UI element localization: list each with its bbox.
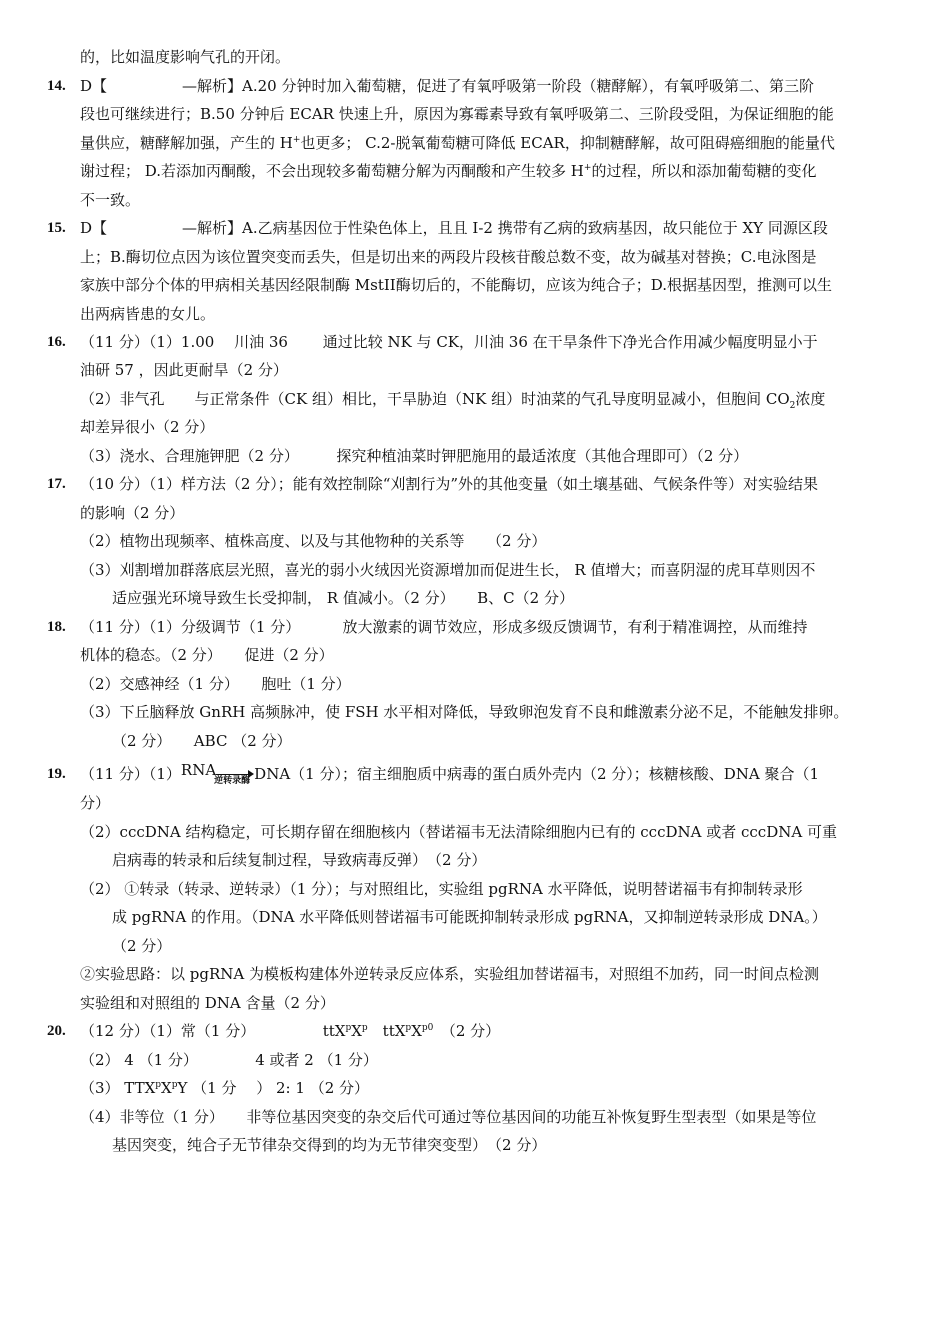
question-number: 20.: [47, 1023, 66, 1039]
line-text: （10 分）（1）样方法（2 分）；能有效控制除“刈割行为”外的其他变量（如土壤基础、气候条件等）对实验结果: [80, 475, 819, 493]
question-number: 17.: [47, 476, 66, 492]
line-text: 分）: [80, 794, 111, 812]
superscript: +: [292, 135, 301, 145]
line-text: （3）刈割增加群落底层光照，喜光的弱小火绒因光资源增加而促进生长， R 值增大；而喜阴湿的虎耳草则因不: [80, 561, 816, 579]
line-text: 量供应，糖酵解加强，产生的 H+也更多； C.2-脱氧葡萄糖可降低 ECAR，抑制糖酵解，故可阻碍癌细胞的能量代: [80, 134, 835, 152]
line-text: （4）非等位（1 分） 非等位基因突变的杂交后代可通过等位基因间的功能互补恢复野生型表型（如果是等位: [80, 1108, 817, 1126]
line-text: （2） ①转录（转录、逆转录）（1 分）；与对照组比，实验组 pgRNA 水平降低，说明替诺福韦有抑制转录形: [80, 880, 803, 898]
line-text: （3） $TTX^pX^pY$ （1 分 ） 2: 1 （2 分）: [80, 1079, 370, 1097]
line-text: 段也可继续进行；B.50 分钟后 ECAR 快速上升，原因为寡霉素导致有氧呼吸第二、三阶段受阻，为保证细胞的能: [80, 105, 834, 123]
line-text: D【 —解析】A.乙病基因位于性染色体上，且且 I-2 携带有乙病的致病基因，故只能位于 XY 同源区段: [80, 219, 828, 237]
superscript: +: [583, 163, 592, 173]
question-number: 15.: [47, 220, 66, 236]
subscript: 2: [789, 401, 796, 411]
line-text: ②实验思路：以 pgRNA 为模板构建体外逆转录反应体系，实验组加替诺福韦，对照组不加药，同一时间点检测: [80, 965, 819, 983]
line-text: 适应强光环境导致生长受抑制， R 值减小。（2 分） B、C（2 分）: [112, 589, 574, 607]
question-number: 14.: [47, 78, 66, 94]
line-text: 油研 57 ，因此更耐旱（2 分）: [80, 361, 288, 379]
line-text: （2）植物出现频率、植株高度、以及与其他物种的关系等 （2 分）: [80, 532, 547, 550]
line-text: （3）浇水、合理施钾肥（2 分） 探究种植油菜时钾肥施用的最适浓度（其他合理即可）（2 分）: [80, 447, 749, 465]
line-text: 成 pgRNA 的作用。（DNA 水平降低则替诺福韦可能既抑制转录形成 pgRNA，又抑制逆转录形成 DNA。）: [112, 908, 827, 926]
line-text: 实验组和对照组的 DNA 含量（2 分）: [80, 994, 335, 1012]
line-text: 的，比如温度影响气孔的开闭。: [80, 48, 291, 66]
line-text: 却差异很小（2 分）: [80, 418, 215, 436]
line-text: 上；B.酶切位点因为该位置突变而丢失，但是切出来的两段片段核苷酸总数不变，故为碱基对替换；C.电泳图是: [80, 248, 817, 266]
line-text: （2）非气孔 与正常条件（CK 组）相比，干旱胁迫（NK 组）时油菜的气孔导度明显减小，但胞间 $CO_2$浓度: [80, 390, 826, 411]
arrow-label: 逆转录酶: [214, 776, 251, 786]
reaction-arrow-icon: [216, 764, 254, 784]
line-text: 的影响（2 分）: [80, 504, 185, 522]
line-text: 谢过程； D.若添加丙酮酸，不会出现较多葡萄糖分解为丙酮酸和产生较多 H+的过程，所以和添加葡萄糖的变化: [80, 162, 817, 180]
question-number: 19.: [47, 766, 66, 782]
line-text: 家族中部分个体的甲病相关基因经限制酶 MstII酶切后的，不能酶切，应该为纯合子；D.根据基因型，推测可以生: [80, 276, 832, 294]
rna-label: RNA: [180, 761, 217, 779]
question-number: 16.: [47, 334, 66, 350]
line-text: 不一致。: [80, 191, 141, 209]
line-text: （2）cccDNA 结构稳定，可长期存留在细胞核内（替诺福韦无法清除细胞内已有的 cccDNA 或者 cccDNA 可重: [80, 823, 837, 841]
line-text: 出两病皆患的女儿。: [80, 305, 216, 323]
line-text: （2 分）: [112, 937, 172, 955]
line-text: D【 —解析】A.20 分钟时加入葡萄糖，促进了有氧呼吸第一阶段（糖酵解），有氧呼吸第二、第三阶: [80, 77, 814, 95]
line-text: （11 分）（1）分级调节（1 分） 放大激素的调节效应，形成多级反馈调节，有利于精准调控，从而维持: [80, 618, 808, 636]
line-text: 机体的稳态。（2 分） 促进（2 分）: [80, 646, 334, 664]
line-text: 基因突变，纯合子无节律杂交得到的均为无节律突变型） （2 分）: [112, 1136, 547, 1154]
question-number: 18.: [47, 619, 66, 635]
line-text: （3）下丘脑释放 GnRH 高频脉冲，使 FSH 水平相对降低，导致卵泡发育不良和雌激素分泌不足，不能触发排卵。: [80, 703, 849, 721]
line-text: （12 分）（1）常（1 分） $ttX^pX^p$ $ttX^pX^{p0}$ （2 分）: [80, 1022, 501, 1040]
line-text: （2 分） ABC （2 分）: [112, 732, 292, 750]
line-text: （11 分）（1）1.00 川油 36 通过比较 NK 与 CK，川油 36 在干旱条件下净光合作用减少幅度明显小于: [80, 333, 818, 351]
line-text: （11 分）（1）RNA 逆转录酶 DNA（1 分）；宿主细胞质中病毒的蛋白质外壳内（2 分）；核糖核酸、DNA 聚合（1: [80, 761, 820, 786]
line-text: （2）交感神经（1 分） 胞吐（1 分）: [80, 675, 351, 693]
line-text: （2） 4 （1 分） 4 或者 2 （1 分）: [80, 1051, 378, 1069]
line-text: 启病毒的转录和后续复制过程，导致病毒反弹） （2 分）: [112, 851, 487, 869]
